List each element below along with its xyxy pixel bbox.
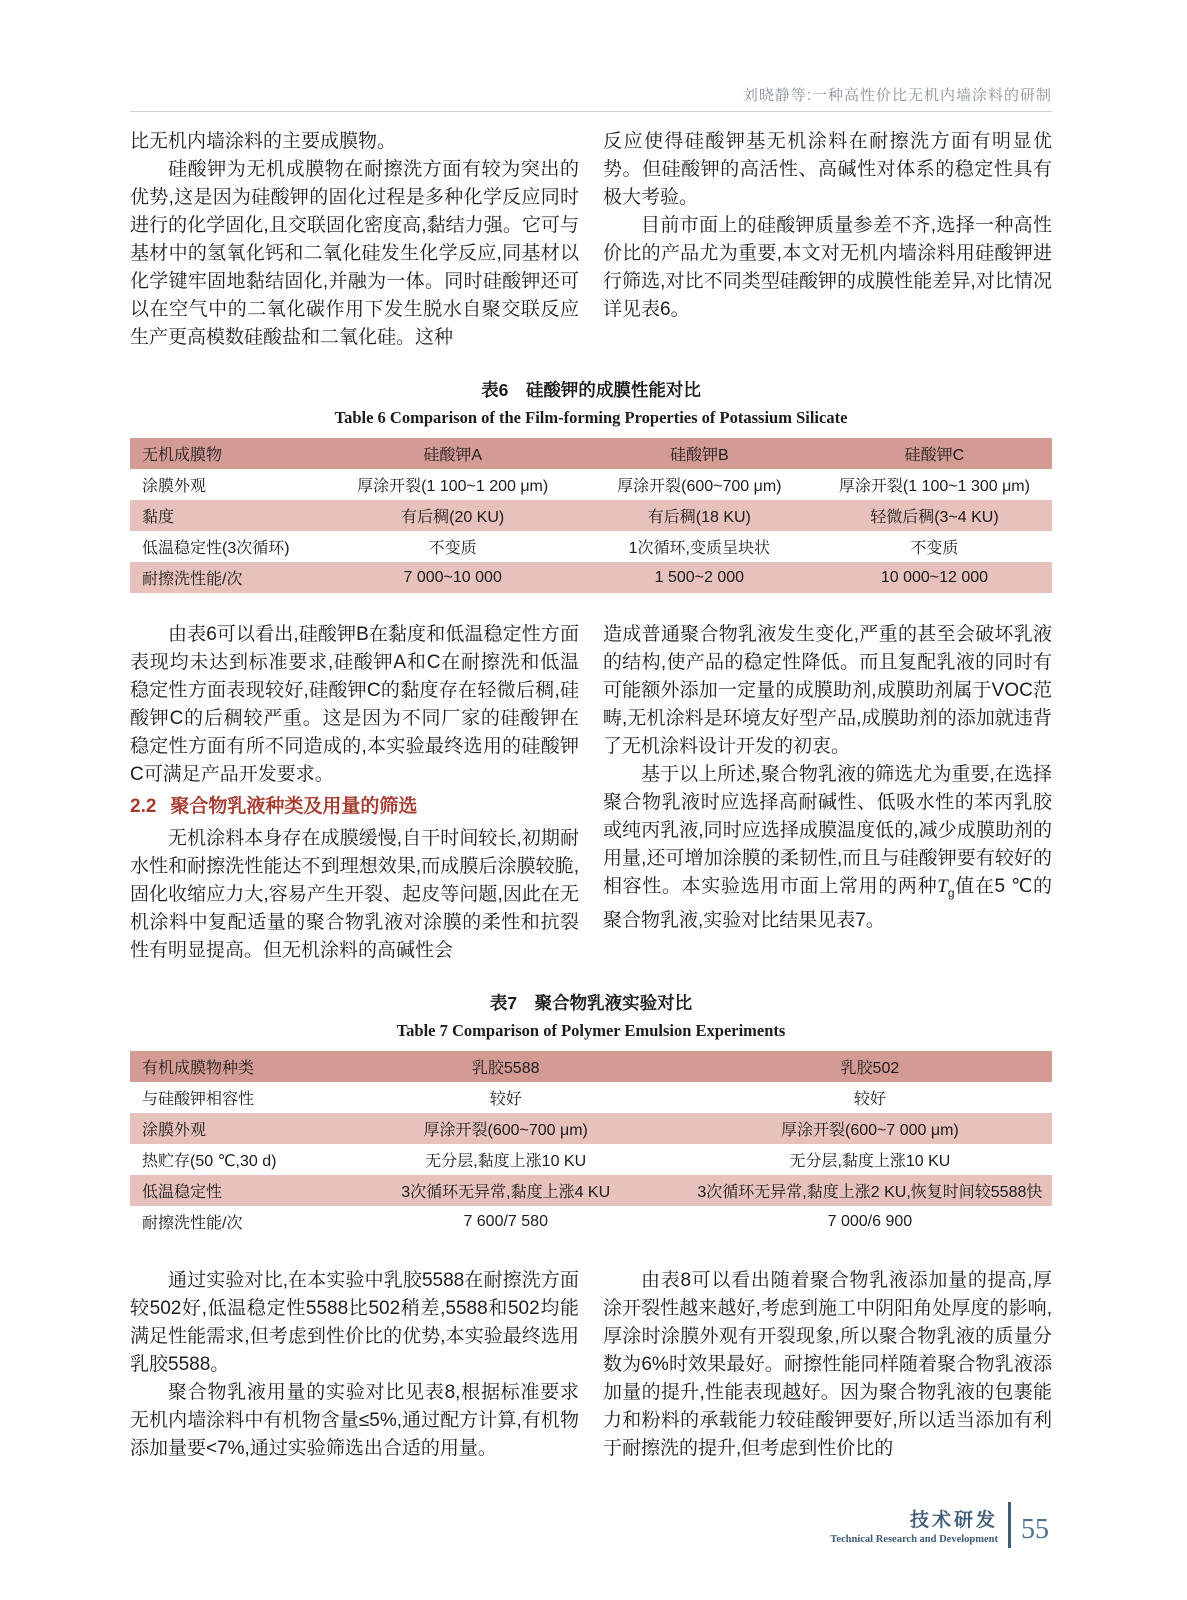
footer-text — [830, 1505, 998, 1545]
table-cell: 黏度 — [142, 509, 175, 526]
table-cell: 无机成膜物 — [142, 447, 223, 464]
column-right — [603, 128, 1052, 352]
table-row — [130, 1113, 1052, 1144]
table-cell: 较好 — [489, 1091, 522, 1108]
table-cell: 1 500~2 000 — [654, 568, 745, 586]
table-cell: 10 000~12 000 — [880, 568, 989, 586]
table7 — [130, 1051, 1052, 1237]
table-cell: 耐擦洗性能/次 — [142, 571, 243, 588]
table6-title-en: Table 6 Comparison of the Film-forming Properties of Potassium Silicate — [334, 408, 848, 427]
header-rule — [130, 111, 1052, 112]
table-cell: 乳胶5588 — [471, 1060, 540, 1077]
table-cell: 涂膜外观 — [142, 1122, 207, 1139]
paragraph: 由表8可以看出随着聚合物乳液添加量的提高,厚涂开裂性越来越好,考虑到施工中阴阳角处厚度的影响,厚涂时涂膜外观有开裂现象,所以聚合物乳液的质量分数为6%时效果最好。耐擦性能同样随着聚合物乳液添加量的提升,性能表现越好。因为聚合物乳液的包裹能力和粉料的承载能力较硅酸钾要好,所以适当添加有利于耐擦洗的提升,但考虑到性价比的 — [603, 1270, 1052, 1459]
table-cell: 有机成膜物种类 — [142, 1060, 255, 1077]
tg-subscript: g — [947, 885, 955, 900]
table-cell: 与硅酸钾相容性 — [142, 1091, 255, 1108]
paragraph-text: 基于以上所述,聚合物乳液的筛选尤为重要,在选择聚合物乳液时应选择高耐碱性、低吸水性的苯丙乳胶或纯丙乳液,同时应选择成膜温度低的,减少成膜助剂的用量,还可增加涂膜的柔韧性,而且与硅酸钾要有较好的相容性。本实验选用市面上常用的两种 — [603, 764, 1052, 897]
table-cell: 无分层,黏度上涨10 KU — [789, 1153, 951, 1170]
table-cell: 低温稳定性 — [142, 1184, 223, 1201]
table-cell: 厚涂开裂(600~7 000 μm) — [781, 1122, 959, 1139]
table6-block — [130, 376, 1052, 593]
table-cell: 较好 — [853, 1091, 886, 1108]
footer-divider — [1008, 1502, 1011, 1548]
running-head: 刘晓静等:一种高性价比无机内墙涂料的研制 — [742, 87, 1052, 104]
column-left — [130, 128, 579, 352]
section-title: 聚合物乳液种类及用量的筛选 — [170, 796, 418, 817]
page-content — [130, 0, 1052, 1463]
table-cell: 3次循环无异常,黏度上涨2 KU,恢复时间较5588快 — [697, 1184, 1043, 1201]
table-row — [130, 1082, 1052, 1113]
footer — [830, 1502, 1049, 1548]
table-cell: 硅酸钾A — [423, 447, 483, 464]
table-cell: 7 000~10 000 — [403, 568, 502, 586]
paragraph: 反应使得硅酸钾基无机涂料在耐擦洗方面有明显优势。但硅酸钾的高活性、高碱性对体系的稳定性具有极大考验。 — [603, 131, 1052, 208]
table-row — [130, 469, 1052, 500]
column-right — [603, 1267, 1052, 1463]
table-cell: 厚涂开裂(1 100~1 200 μm) — [357, 478, 549, 495]
paragraph: 目前市面上的硅酸钾质量参差不齐,选择一种高性价比的产品尤为重要,本文对无机内墙涂料用硅酸钾进行筛选,对比不同类型硅酸钾的成膜性能差异,对比情况详见表6。 — [603, 215, 1052, 320]
table-row — [130, 438, 1052, 469]
page-number: 55 — [1021, 1514, 1049, 1545]
table6-title-cn: 表6 硅酸钾的成膜性能对比 — [481, 380, 701, 400]
section-number: 2.2 — [130, 796, 157, 817]
table-row — [130, 531, 1052, 562]
table7-title-cn: 表7 聚合物乳液实验对比 — [489, 993, 693, 1013]
paragraph: 比无机内墙涂料的主要成膜物。 — [130, 131, 397, 152]
table-cell: 厚涂开裂(600~700 μm) — [423, 1122, 588, 1139]
table-cell: 涂膜外观 — [142, 478, 207, 495]
table-cell: 厚涂开裂(600~700 μm) — [617, 478, 782, 495]
column-right — [603, 621, 1052, 965]
table-row — [130, 1175, 1052, 1206]
text-block-1 — [130, 128, 1052, 352]
table-cell: 耐擦洗性能/次 — [142, 1215, 243, 1232]
table-cell: 硅酸钾C — [904, 447, 965, 464]
text-block-2 — [130, 621, 1052, 965]
table-row — [130, 562, 1052, 593]
footer-section-subtitle: Technical Research and Development — [830, 1534, 998, 1545]
table-cell: 乳胶502 — [840, 1060, 900, 1077]
table-cell: 热贮存(50 ℃,30 d) — [142, 1153, 277, 1170]
text-block-3 — [130, 1267, 1052, 1463]
paragraph: 由表6可以看出,硅酸钾B在黏度和低温稳定性方面表现均未达到标准要求,硅酸钾A和C在耐擦洗和低温稳定性方面表现较好,硅酸钾C的黏度存在轻微后稠,硅酸钾C的后稠较严重。这是因为不同厂家的硅酸钾在稳定性方面有所不同造成的,本实验最终选用的硅酸钾C可满足产品开发要求。 — [130, 624, 579, 785]
paragraph: 硅酸钾为无机成膜物在耐擦洗方面有较为突出的优势,这是因为硅酸钾的固化过程是多种化学反应同时进行的化学固化,且交联固化密度高,黏结力强。它可与基材中的氢氧化钙和二氧化硅发生化学反应,同基材以化学键牢固地黏结固化,并融为一体。同时硅酸钾还可以在空气中的二氧化碳作用下发生脱水自聚交联反应生产更高模数硅酸盐和二氧化硅。这种 — [130, 159, 579, 348]
table-cell: 7 000/6 900 — [827, 1212, 913, 1230]
paragraph: 造成普通聚合物乳液发生变化,严重的甚至会破坏乳液的结构,使产品的稳定性降低。而且复配乳液的同时有可能额外添加一定量的成膜助剂,成膜助剂属于VOC范畴,无机涂料是环境友好型产品,成膜助剂的添加就违背了无机涂料设计开发的初衷。 — [603, 624, 1052, 757]
table-cell: 不变质 — [910, 540, 959, 557]
table-cell: 3次循环无异常,黏度上涨4 KU — [401, 1184, 611, 1201]
table-row — [130, 1206, 1052, 1237]
table-cell: 1次循环,变质呈块状 — [628, 540, 770, 557]
paragraph: 无机涂料本身存在成膜缓慢,自干时间较长,初期耐水性和耐擦洗性能达不到理想效果,而成膜后涂膜较脆,固化收缩应力大,容易产生开裂、起皮等问题,因此在无机涂料中复配适量的聚合物乳液对涂膜的柔性和抗裂性有明显提高。但无机涂料的高碱性会 — [130, 828, 579, 961]
tg-symbol: T — [937, 876, 948, 897]
table-cell: 轻微后稠(3~4 KU) — [870, 509, 999, 526]
table7-block — [130, 989, 1052, 1237]
footer-section-title: 技术研发 — [909, 1510, 998, 1531]
table-cell: 7 600/7 580 — [463, 1212, 548, 1230]
table-row — [130, 1144, 1052, 1175]
table-cell: 无分层,黏度上涨10 KU — [425, 1153, 587, 1170]
column-left — [130, 1267, 579, 1463]
paragraph: 聚合物乳液用量的实验对比见表8,根据标准要求无机内墙涂料中有机物含量≤5%,通过配方计算,有机物添加量要<7%,通过实验筛选出合适的用量。 — [130, 1382, 579, 1459]
table-cell: 不变质 — [428, 540, 477, 557]
table-cell: 硅酸钾B — [669, 447, 729, 464]
section-heading-2-2 — [130, 792, 579, 822]
table7-title-en: Table 7 Comparison of Polymer Emulsion Experiments — [396, 1021, 786, 1040]
table-cell: 有后稠(18 KU) — [647, 509, 751, 526]
paragraph — [603, 761, 1052, 935]
table6 — [130, 438, 1052, 593]
table-cell: 低温稳定性(3次循环) — [142, 540, 290, 557]
table-row — [130, 1051, 1052, 1082]
column-left — [130, 621, 579, 965]
paragraph-text: 值在5 ℃的聚合物乳液,实验对比结果见表7。 — [603, 876, 1052, 931]
paragraph: 通过实验对比,在本实验中乳胶5588在耐擦洗方面较502好,低温稳定性5588比502稍差,5588和502均能满足性能需求,但考虑到性价比的优势,本实验最终选用乳胶5588。 — [130, 1270, 579, 1375]
table-cell: 有后稠(20 KU) — [401, 509, 505, 526]
table-row — [130, 500, 1052, 531]
table-cell: 厚涂开裂(1 100~1 300 μm) — [838, 478, 1030, 495]
